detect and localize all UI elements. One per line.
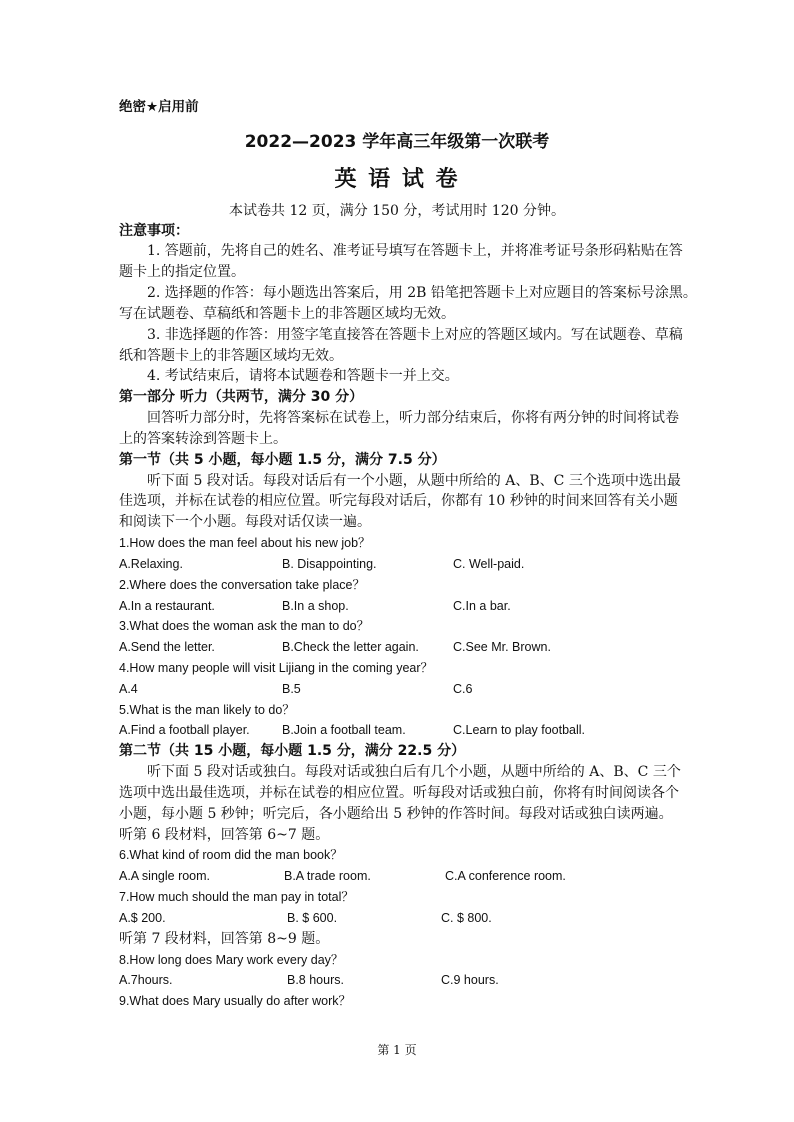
option-a: A.Relaxing. <box>119 556 183 571</box>
part1-heading: 第一部分 听力（共两节，满分 30 分） <box>119 389 364 406</box>
question-1: 1.How does the man feel about his new job？ <box>119 536 371 551</box>
question-6-options <box>119 866 676 887</box>
question-5: 5.What is the man likely to do？ <box>119 702 295 717</box>
option-c: C. Well-paid. <box>453 556 525 571</box>
section1-intro-line: 和阅读下一个小题。每段对话仅读一遍。 <box>119 514 371 531</box>
group-instruction: 听第 6 段材料，回答第 6~7 题。 <box>119 826 330 843</box>
question-8-options <box>119 970 676 991</box>
option-c: C.See Mr. Brown. <box>453 640 551 655</box>
part1-intro-line: 上的答案转涂到答题卡上。 <box>119 430 287 447</box>
exam-body <box>119 221 697 1012</box>
option-b: B.8 hours. <box>287 973 344 988</box>
notice-line: 写在试题卷、草稿纸和答题卡上的非答题区域均无效。 <box>119 305 455 322</box>
group-instruction: 听第 7 段材料，回答第 8~9 题。 <box>119 930 330 947</box>
option-a: A.Send the letter. <box>119 640 215 655</box>
section2-intro-line: 听下面 5 段对话或独白。每段对话或独白后有几个小题，从题中所给的 A、B、C 三个 <box>147 764 681 781</box>
option-c: C.6 <box>453 681 473 696</box>
question-1-options <box>119 554 676 575</box>
option-b: B. $ 600. <box>287 910 338 925</box>
question-5-options <box>119 720 676 741</box>
option-a: A.A single room. <box>119 869 211 884</box>
section1-intro-line: 佳选项，并标在试卷的相应位置。听完每段对话后，你都有 10 秒钟的时间来回答有关小题 <box>119 493 678 510</box>
option-a: A.$ 200. <box>119 910 166 925</box>
notice-line: 1. 答题前，先将自己的姓名、准考证号填写在答题卡上，并将准考证号条形码粘贴在答 <box>147 243 683 260</box>
section2-heading: 第二节（共 15 小题，每小题 1.5 分，满分 22.5 分） <box>119 743 466 760</box>
section2-intro-line: 选项中选出最佳选项，并标在试卷的相应位置。听每段对话或独白前，你将有时间阅读各个 <box>119 784 679 801</box>
notice-line: 题卡上的指定位置。 <box>119 264 245 281</box>
question-3: 3.What does the woman ask the man to do？ <box>119 619 370 634</box>
option-b: B. Disappointing. <box>282 556 377 571</box>
option-c: C.Learn to play football. <box>453 723 586 738</box>
section1-intro-line: 听下面 5 段对话。每段对话后有一个小题，从题中所给的 A、B、C 三个选项中选出最 <box>147 472 681 489</box>
question-8: 8.How long does Mary work every day？ <box>119 952 344 967</box>
section1-heading: 第一节（共 5 小题，每小题 1.5 分，满分 7.5 分） <box>119 451 446 468</box>
notice-heading: 注意事项： <box>119 222 189 239</box>
option-c: C. $ 800. <box>441 910 492 925</box>
question-2-options <box>119 596 676 617</box>
exam-title: 2022—2023 学年高三年级第一次联考 <box>244 132 550 152</box>
option-b: B.In a shop. <box>282 598 349 613</box>
notice-line: 纸和答题卡上的非答题区域均无效。 <box>119 347 343 364</box>
question-9: 9.What does Mary usually do after work？ <box>119 994 352 1009</box>
option-a: A.7hours. <box>119 973 173 988</box>
exam-info: 本试卷共 12 页，满分 150 分，考试用时 120 分钟。 <box>229 203 565 219</box>
question-2: 2.Where does the conversation take place？ <box>119 577 365 592</box>
confidential-label: 绝密★启用前 <box>119 99 199 115</box>
question-4: 4.How many people will visit Lijiang in the coming year？ <box>119 660 434 675</box>
question-7: 7.How much should the man pay in total？ <box>119 890 354 905</box>
option-c: C.9 hours. <box>441 973 499 988</box>
notice-line: 4. 考试结束后，请将本试题卷和答题卡一并上交。 <box>147 368 459 385</box>
option-a: A.Find a football player. <box>119 723 250 738</box>
option-c: C.A conference room. <box>445 869 566 884</box>
option-c: C.In a bar. <box>453 598 511 613</box>
part1-intro-line: 回答听力部分时，先将答案标在试卷上，听力部分结束后，你将有两分钟的时间将试卷 <box>147 410 679 427</box>
option-b: B.5 <box>282 681 301 696</box>
question-3-options <box>119 637 676 658</box>
question-4-options <box>119 679 676 700</box>
section2-intro-line: 小题，每小题 5 秒钟；听完后，各小题给出 5 秒钟的作答时间。每段对话或独白读两遍。 <box>119 805 673 822</box>
question-7-options <box>119 908 676 929</box>
subject-title: 英 语 试 卷 <box>334 167 460 192</box>
question-6: 6.What kind of room did the man book？ <box>119 848 343 863</box>
option-b: B.Join a football team. <box>282 723 406 738</box>
option-a: A.4 <box>119 681 138 696</box>
notice-line: 3. 非选择题的作答：用签字笔直接答在答题卡上对应的答题区域内。写在试题卷、草稿 <box>147 326 683 343</box>
page-number: 第 1 页 <box>377 1043 417 1057</box>
option-a: A.In a restaurant. <box>119 598 215 613</box>
option-b: B.Check the letter again. <box>282 640 419 655</box>
option-b: B.A trade room. <box>284 869 371 884</box>
notice-line: 2. 选择题的作答：每小题选出答案后，用 2B 铅笔把答题卡上对应题目的答案标号涂黑。 <box>147 285 697 302</box>
